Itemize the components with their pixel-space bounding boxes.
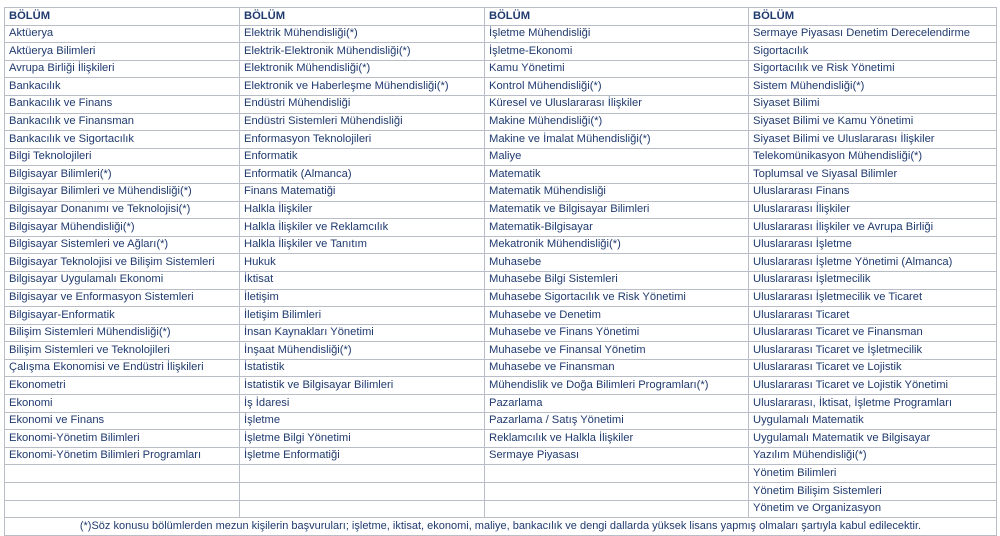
department-cell: Uluslararası Ticaret	[749, 307, 997, 325]
department-cell: Bankacılık ve Finansman	[5, 113, 240, 131]
department-cell: Muhasebe ve Finansman	[485, 359, 749, 377]
department-cell: Makine ve İmalat Mühendisliği(*)	[485, 131, 749, 149]
department-cell: Elektrik-Elektronik Mühendisliği(*)	[240, 43, 485, 61]
department-cell: Uluslararası İlişkiler	[749, 201, 997, 219]
department-cell: İletişim Bilimleri	[240, 307, 485, 325]
department-cell: Kamu Yönetimi	[485, 60, 749, 78]
table-row	[5, 395, 997, 413]
department-cell: Muhasebe ve Finans Yönetimi	[485, 324, 749, 342]
department-cell: Yönetim Bilimleri	[749, 465, 997, 483]
department-cell: Küresel ve Uluslararası İlişkiler	[485, 95, 749, 113]
department-cell: Uluslararası İşletmecilik ve Ticaret	[749, 289, 997, 307]
department-cell: Mühendislik ve Doğa Bilimleri Programları(*)	[485, 377, 749, 395]
department-cell: Matematik	[485, 166, 749, 184]
table-row	[5, 236, 997, 254]
department-cell: Ekonomi ve Finans	[5, 412, 240, 430]
department-cell: Matematik Mühendisliği	[485, 183, 749, 201]
department-cell: Bankacılık	[5, 78, 240, 96]
department-cell: Sermaye Piyasası Denetim Derecelendirme	[749, 25, 997, 43]
table-row	[5, 447, 997, 465]
department-cell: Sermaye Piyasası	[485, 447, 749, 465]
department-cell	[5, 465, 240, 483]
table-row	[5, 78, 997, 96]
table-row	[5, 166, 997, 184]
department-cell: Uygulamalı Matematik ve Bilgisayar	[749, 430, 997, 448]
table-row	[5, 201, 997, 219]
department-cell: Toplumsal ve Siyasal Bilimler	[749, 166, 997, 184]
department-cell: İşletme-Ekonomi	[485, 43, 749, 61]
department-cell: Uluslararası Ticaret ve Lojistik	[749, 359, 997, 377]
table-row	[5, 95, 997, 113]
department-cell	[485, 483, 749, 501]
department-cell: İşletme	[240, 412, 485, 430]
table-row	[5, 289, 997, 307]
department-cell: Uluslararası İşletme Yönetimi (Almanca)	[749, 254, 997, 272]
department-cell: Bankacılık ve Sigortacılık	[5, 131, 240, 149]
department-cell: Siyaset Bilimi ve Kamu Yönetimi	[749, 113, 997, 131]
department-table	[4, 7, 997, 536]
department-cell: İstatistik ve Bilgisayar Bilimleri	[240, 377, 485, 395]
department-cell: Elektronik Mühendisliği(*)	[240, 60, 485, 78]
department-cell: Sigortacılık	[749, 43, 997, 61]
department-cell: İş İdaresi	[240, 395, 485, 413]
department-cell	[240, 500, 485, 518]
department-cell	[240, 465, 485, 483]
department-cell: Elektrik Mühendisliği(*)	[240, 25, 485, 43]
table-row	[5, 271, 997, 289]
department-cell: Aktüerya	[5, 25, 240, 43]
department-cell: İşletme Enformatiği	[240, 447, 485, 465]
table-body	[5, 25, 997, 518]
table-row	[5, 342, 997, 360]
table-row	[5, 324, 997, 342]
department-cell: Makine Mühendisliği(*)	[485, 113, 749, 131]
department-cell: Ekonomi	[5, 395, 240, 413]
department-cell: Yönetim ve Organizasyon	[749, 500, 997, 518]
table-row	[5, 183, 997, 201]
department-cell	[5, 500, 240, 518]
department-cell: Hukuk	[240, 254, 485, 272]
table-row	[5, 412, 997, 430]
department-cell: Uygulamalı Matematik	[749, 412, 997, 430]
department-cell: Muhasebe Sigortacılık ve Risk Yönetimi	[485, 289, 749, 307]
department-table-container	[4, 7, 996, 536]
department-cell: Halkla İlişkiler	[240, 201, 485, 219]
department-cell: İnşaat Mühendisliği(*)	[240, 342, 485, 360]
department-cell: Sigortacılık ve Risk Yönetimi	[749, 60, 997, 78]
column-header: BÖLÜM	[5, 8, 240, 26]
department-cell: Matematik ve Bilgisayar Bilimleri	[485, 201, 749, 219]
table-row	[5, 148, 997, 166]
department-cell: Sistem Mühendisliği(*)	[749, 78, 997, 96]
department-cell: Uluslararası İlişkiler ve Avrupa Birliği	[749, 219, 997, 237]
department-cell: Bilişim Sistemleri ve Teknolojileri	[5, 342, 240, 360]
department-cell	[5, 483, 240, 501]
department-cell: Pazarlama	[485, 395, 749, 413]
department-cell: Uluslararası Ticaret ve İşletmecilik	[749, 342, 997, 360]
department-cell: Uluslararası Ticaret ve Lojistik Yönetimi	[749, 377, 997, 395]
department-cell: Finans Matematiği	[240, 183, 485, 201]
department-cell: Uluslararası Ticaret ve Finansman	[749, 324, 997, 342]
department-cell: Ekonomi-Yönetim Bilimleri Programları	[5, 447, 240, 465]
department-cell: Uluslararası İşletmecilik	[749, 271, 997, 289]
table-row	[5, 219, 997, 237]
department-cell: İşletme Bilgi Yönetimi	[240, 430, 485, 448]
table-row	[5, 483, 997, 501]
department-cell	[485, 465, 749, 483]
department-cell: İşletme Mühendisliği	[485, 25, 749, 43]
department-cell: Ekonometri	[5, 377, 240, 395]
department-cell: Uluslararası İşletme	[749, 236, 997, 254]
department-cell: Yazılım Mühendisliği(*)	[749, 447, 997, 465]
table-row	[5, 359, 997, 377]
column-header: BÖLÜM	[240, 8, 485, 26]
table-row	[5, 465, 997, 483]
department-cell: Reklamcılık ve Halkla İlişkiler	[485, 430, 749, 448]
department-cell: Bilgisayar ve Enformasyon Sistemleri	[5, 289, 240, 307]
department-cell: Çalışma Ekonomisi ve Endüstri İlişkileri	[5, 359, 240, 377]
department-cell: Avrupa Birliği İlişkileri	[5, 60, 240, 78]
department-cell: Matematik-Bilgisayar	[485, 219, 749, 237]
department-cell: Bilgisayar Bilimleri(*)	[5, 166, 240, 184]
department-cell: Bilgisayar Sistemleri ve Ağları(*)	[5, 236, 240, 254]
department-cell: Siyaset Bilimi ve Uluslararası İlişkiler	[749, 131, 997, 149]
department-cell: Muhasebe	[485, 254, 749, 272]
table-row	[5, 43, 997, 61]
department-cell: Halkla İlişkiler ve Reklamcılık	[240, 219, 485, 237]
department-cell: Bilgisayar-Enformatik	[5, 307, 240, 325]
department-cell: Bilgisayar Bilimleri ve Mühendisliği(*)	[5, 183, 240, 201]
department-cell: Aktüerya Bilimleri	[5, 43, 240, 61]
department-cell: Telekomünikasyon Mühendisliği(*)	[749, 148, 997, 166]
department-cell: Bilgi Teknolojileri	[5, 148, 240, 166]
department-cell: Bilişim Sistemleri Mühendisliği(*)	[5, 324, 240, 342]
department-cell: Muhasebe Bilgi Sistemleri	[485, 271, 749, 289]
table-row	[5, 113, 997, 131]
department-cell: Bilgisayar Uygulamalı Ekonomi	[5, 271, 240, 289]
department-cell: Enformatik	[240, 148, 485, 166]
footnote: (*)Söz konusu bölümlerden mezun kişilerin başvuruları; işletme, iktisat, ekonomi, maliye, bankacılık ve dengi dallarda yüksek lisans yapmış olmaları şartıyla kabul edilecektir.	[5, 518, 997, 536]
department-cell: Bilgisayar Mühendisliği(*)	[5, 219, 240, 237]
department-cell: Bilgisayar Teknolojisi ve Bilişim Sistemleri	[5, 254, 240, 272]
table-row	[5, 25, 997, 43]
table-row	[5, 500, 997, 518]
department-cell: Endüstri Mühendisliği	[240, 95, 485, 113]
column-header: BÖLÜM	[485, 8, 749, 26]
department-cell: Enformasyon Teknolojileri	[240, 131, 485, 149]
department-cell: Halkla İlişkiler ve Tanıtım	[240, 236, 485, 254]
department-cell: Bilgisayar Donanımı ve Teknolojisi(*)	[5, 201, 240, 219]
department-cell: Endüstri Sistemleri Mühendisliği	[240, 113, 485, 131]
department-cell: Muhasebe ve Finansal Yönetim	[485, 342, 749, 360]
department-cell: Mekatronik Mühendisliği(*)	[485, 236, 749, 254]
department-cell: Ekonomi-Yönetim Bilimleri	[5, 430, 240, 448]
department-cell: Bankacılık ve Finans	[5, 95, 240, 113]
table-row	[5, 60, 997, 78]
department-cell: Kontrol Mühendisliği(*)	[485, 78, 749, 96]
table-row	[5, 430, 997, 448]
department-cell: İletişim	[240, 289, 485, 307]
table-row	[5, 254, 997, 272]
column-header: BÖLÜM	[749, 8, 997, 26]
department-cell: Elektronik ve Haberleşme Mühendisliği(*)	[240, 78, 485, 96]
department-cell: Uluslararası Finans	[749, 183, 997, 201]
department-cell: Uluslararası, İktisat, İşletme Programları	[749, 395, 997, 413]
table-row	[5, 307, 997, 325]
department-cell: İstatistik	[240, 359, 485, 377]
table-row	[5, 377, 997, 395]
department-cell: Muhasebe ve Denetim	[485, 307, 749, 325]
header-row	[5, 8, 997, 26]
department-cell	[240, 483, 485, 501]
department-cell: Siyaset Bilimi	[749, 95, 997, 113]
department-cell: İnsan Kaynakları Yönetimi	[240, 324, 485, 342]
footnote-row	[5, 518, 997, 536]
department-cell: Yönetim Bilişim Sistemleri	[749, 483, 997, 501]
table-row	[5, 131, 997, 149]
department-cell: İktisat	[240, 271, 485, 289]
department-cell: Enformatik (Almanca)	[240, 166, 485, 184]
department-cell	[485, 500, 749, 518]
department-cell: Maliye	[485, 148, 749, 166]
department-cell: Pazarlama / Satış Yönetimi	[485, 412, 749, 430]
